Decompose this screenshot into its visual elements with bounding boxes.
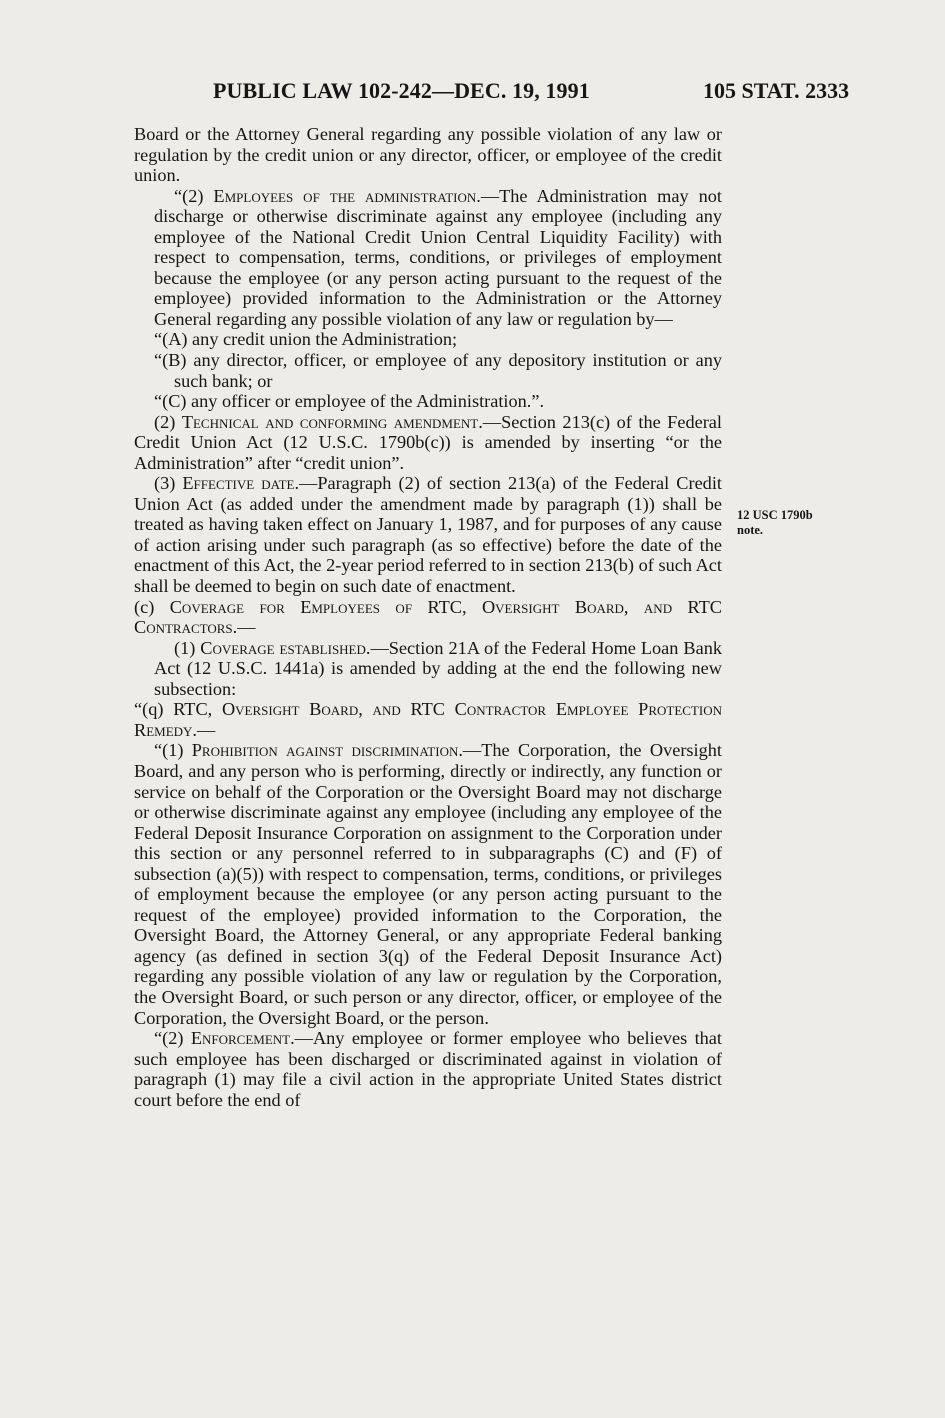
paragraph-enforcement: “(2) Enforcement.—Any employee or former employee who believes that such employee has been discharged or discriminated against in violation of paragraph (1) may file a civil action in the appropriate United States district court before the end of (134, 1028, 722, 1110)
clause-a: “(A) any credit union the Administration; (154, 329, 458, 350)
section-heading: Effective date (182, 473, 295, 494)
section-heading: RTC, Oversight Board, and RTC Contractor Employee Protection Remedy (134, 699, 722, 740)
paragraph-continuation: Board or the Attorney General regarding any possible violation of any law or regulation by the credit union or any director, officer, or employee of the credit union. (134, 124, 722, 186)
statute-page-number: 105 STAT. 2333 (703, 78, 850, 103)
paragraph-employees-of-administration: “(2) Employees of the administration.—The Administration may not discharge or otherwise discriminate against any employee (including any employee of the National Credit Union Central Liquidity Facility) with respect to compensation, terms, conditions, or privileges of employment because the employee (or any person acting pursuant to the request of the employee) provided information to the Administration or the Attorney General regarding any possible violation of any law or regulation by— (154, 185, 722, 329)
paragraph-coverage-established: (1) Coverage established.—Section 21A of the Federal Home Loan Bank Act (12 U.S.C. 1441a) is amended by adding at the end the following new subsection: (154, 637, 722, 699)
margin-citation-note: 12 USC 1790b note. (737, 508, 813, 537)
paragraph-technical-amendment: (2) Technical and conforming amendment.—Section 213(c) of the Federal Credit Union Act (12 U.S.C. 1790b(c)) is amended by inserting “or the Administration” after “credit union”. (134, 411, 723, 473)
section-heading: Prohibition against discrimination (191, 740, 459, 761)
subsection-c-heading: (c) Coverage for Employees of RTC, Oversight Board, and RTC Contractors.— (134, 596, 722, 638)
paragraph-prohibition: “(1) Prohibition against discrimination.—The Corporation, the Oversight Board, and any person who is performing, directly or indirectly, any function or service on behalf of the Corporation or the Oversight Board may not discharge or otherwise discriminate against any employee (including any employee of the Federal Deposit Insurance Corporation on assignment to the Corporation under this section or any personnel referred to in subparagraphs (C) and (F) of subsection (a)(5)) with respect to compensation, terms, conditions, or privileges of employment because the employee (or any person acting pursuant to the request of the employee) provided information to the Corporation, the Oversight Board, the Attorney General, or any appropriate Federal banking agency (as defined in section 3(q) of the Federal Deposit Insurance Act) regarding any possible violation of any law or regulation by the Corporation, the Oversight Board, or such person or any director, officer, or employee of the Corporation, the Oversight Board, or the person. (134, 740, 722, 1028)
body-text (134, 124, 722, 1110)
section-heading: Coverage established (200, 637, 366, 658)
section-heading: Enforcement (190, 1028, 291, 1049)
section-heading: Technical and conforming amendment (181, 411, 479, 432)
section-heading: Employees of the administration (213, 185, 477, 206)
clause-c: “(C) any officer or employee of the Administration.”. (154, 391, 545, 412)
clause-b: “(B) any director, officer, or employee of any depository institution or any such bank; or (154, 350, 722, 391)
section-heading: Coverage for Employees of RTC, Oversight Board, and RTC Contractors (134, 596, 722, 638)
paragraph-effective-date: (3) Effective date.—Paragraph (2) of section 213(a) of the Federal Credit Union Act (as added under the amendment made by paragraph (1)) shall be treated as having taken effect on January 1, 1987, and for purposes of any cause of action arising under such paragraph (as so effective) before the date of the enactment of this Act, the 2-year period referred to in section 213(b) of such Act shall be deemed to begin on such date of enactment. (134, 473, 722, 597)
running-header-title: PUBLIC LAW 102-242—DEC. 19, 1991 (213, 78, 590, 103)
subsection-q-heading: “(q) RTC, Oversight Board, and RTC Contractor Employee Protection Remedy.— (134, 699, 722, 740)
